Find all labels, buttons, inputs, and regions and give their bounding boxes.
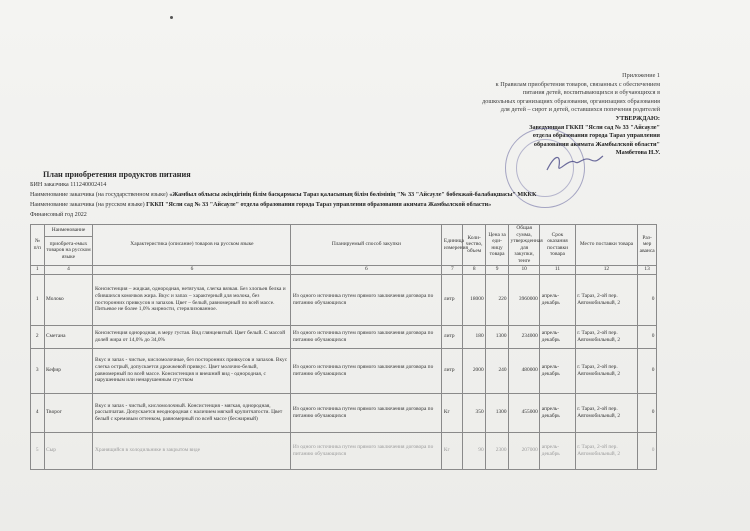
cell-unit: Кг [442,393,463,432]
cell-place: г. Тараз, 2-ой пер. Автомобильный, 2 [575,274,637,325]
column-number: 10 [509,265,540,274]
cell-qty: 180 [463,325,486,348]
table-row [31,348,657,393]
appendix-line: Приложение 1 [622,72,660,79]
column-number: 11 [540,265,575,274]
cell-qty: 90 [463,432,486,469]
cell-unit: литр [442,274,463,325]
customer-name-ru [30,202,491,208]
cell-sum: 455000 [509,393,540,432]
header-method: Планируемый способ закупки [291,225,442,266]
customer-name-kz-label: Наименование заказчика (на государственном языке) [30,192,170,198]
cell-place: г. Тараз, 2-ой пер. Автомобильный, 2 [575,393,637,432]
cell-advance: 0 [638,274,657,325]
cell-qty: 18000 [463,274,486,325]
approver-line: Заведующая ГККП "Ясли сад № 33 "Айсауле" [529,123,660,131]
cell-term: апрель-декабрь [540,432,575,469]
cell-desc: Вкус и запах - чистые, кисломолочные, без посторонних привкусов и запахов. Вкус слегка острый, допускается дрожжевой привкус. Цвет молочно-белый, равномерный по всей массе. Консистенция и внешний вид - однородная, с нарушенным или ненарушенным сгустком [93,348,291,393]
cell-advance: 0 [638,348,657,393]
cell-method: Из одного источника путем прямого заключения договора по питанию обучающихся [291,393,442,432]
cell-unit: Кг [442,432,463,469]
cell-name: Молоко [44,274,93,325]
cell-qty: 350 [463,393,486,432]
column-number: 9 [486,265,509,274]
appendix-line: для детей – сирот и детей, оставшихся попечения родителей [500,106,660,114]
column-number: 7 [442,265,463,274]
header-name-sub: приобрета-емых товаров на русском языке [44,236,93,265]
scan-speck [170,16,173,19]
cell-desc: Хранящийся в холодильнике в закрытом виде [93,432,291,469]
cell-name: Творог [44,393,93,432]
cell-term: апрель-декабрь [540,325,575,348]
cell-term: апрель-декабрь [540,274,575,325]
cell-advance: 0 [638,393,657,432]
cell-place: г. Тараз, 2-ой пер. Автомобильный, 2 [575,325,637,348]
cell-num: 2 [31,325,45,348]
header-place: Место поставки товара [575,225,637,266]
cell-advance: 0 [638,325,657,348]
cell-term: апрель-декабрь [540,348,575,393]
table-header-row [31,225,657,237]
document-title: План приобретения продуктов питания [43,170,191,179]
cell-price: 240 [486,348,509,393]
header-qty: Коли-чество, объем [463,225,486,266]
cell-method: Из одного источника путем прямого заключения договора по питанию обучающихся [291,274,442,325]
cell-unit: литр [442,325,463,348]
handwritten-signature [545,150,605,176]
customer-name-ru-label: Наименование заказчика (на русском языке) [30,202,147,208]
header-term: Срок оказания поставки товара [540,225,575,266]
table-row [31,274,657,325]
cell-sum: 480000 [509,348,540,393]
header-price: Цена за еди-ницу товара [486,225,509,266]
cell-num: 1 [31,274,45,325]
table-row [31,325,657,348]
customer-name-kz [30,192,536,198]
cell-unit: литр [442,348,463,393]
table-row [31,432,657,469]
cell-price: 2300 [486,432,509,469]
table-row [31,393,657,432]
cell-qty: 2000 [463,348,486,393]
cell-name: Сыр [44,432,93,469]
column-number: 12 [575,265,637,274]
column-number: 1 [31,265,45,274]
header-desc: Характеристика (описание) товаров на русском языке [93,225,291,266]
cell-method: Из одного источника путем прямого заключения договора по питанию обучающихся [291,432,442,469]
cell-desc: Консистенция – жидкая, однородная, нетягучая, слегка вязкая. Без хлопьев белка и сбившихся комочков жира. Вкус и запах – характерный для молока, без посторонних привкусов и запахов. Цвет – белый, равномерный по всей массе. Питьевое не более 1,0% жирности, стерилизованное. [93,274,291,325]
approve-label: УТВЕРЖДАЮ: [615,114,660,122]
cell-sum: 207000 [509,432,540,469]
cell-method: Из одного источника путем прямого заключения договора по питанию обучающихся [291,325,442,348]
header-advance: Раз-мер аванса [638,225,657,266]
cell-num: 3 [31,348,45,393]
column-number: 6 [291,265,442,274]
cell-price: 1300 [486,325,509,348]
header-unit: Единица измерения [442,225,463,266]
column-number: 8 [463,265,486,274]
header-name-top: Наименование [44,225,93,237]
appendix-line: питания детей, воспитывающихся и обучающихся в [522,89,660,97]
approver-name: Мамбетова Н.У. [615,149,660,157]
cell-num: 5 [31,432,45,469]
cell-place: г. Тараз, 2-ой пер. Автомобильный, 2 [575,348,637,393]
cell-num: 4 [31,393,45,432]
column-number-row [31,265,657,274]
cell-price: 220 [486,274,509,325]
cell-price: 1300 [486,393,509,432]
cell-name: Сметана [44,325,93,348]
appendix-line: дошкольных организациях образования, организациях образования [482,97,660,105]
column-number: 13 [638,265,657,274]
procurement-table [30,224,657,470]
cell-desc: Консистенция однородная, в меру густая. Вид глянцевитый. Цвет белый. С массой долей жира от 14,0% до 34,0% [93,325,291,348]
approver-line: отдела образования города Тараз управления [532,132,660,140]
customer-name-kz-value: «Жамбыл облысы әкімдігінің білім басқармасы Тараз қаласының білім бөлімінің "№ 33 "Айсәуле" бөбекжай-балабақшасы" МККК [169,192,537,198]
financial-year: Финансовый год 2022 [30,212,87,218]
customer-name-ru-value: ГККП "Ясли сад № 33 "Айсауле" отдела образования города Тараз управления образования акимата Жамбылской области» [146,202,492,208]
header-num: № п/п [31,225,45,266]
header-sum: Общая сумма, утвержденная для закупки, тенге [510,225,543,264]
cell-desc: Вкус и запах - чистый, кисломолочный. Консистенция - мягкая, однородная, рассыпчатая. Допускается неоднородная с наличием мягкой крупитчатости. Цвет белый с кремовым оттенком, равномерный по всей массе (бесжирный) [93,393,291,432]
appendix-line: к Правилам приобретения товаров, связанных с обеспечением [495,80,660,88]
column-number: 4 [44,265,93,274]
cell-term: апрель-декабрь [540,393,575,432]
approver-line: образования акимата Жамбылской области" [533,140,660,148]
cell-place: г. Тараз, 2-ой пер. Автомобильный, 2 [575,432,637,469]
cell-sum: 234000 [509,325,540,348]
cell-name: Кефир [44,348,93,393]
cell-method: Из одного источника путем прямого заключения договора по питанию обучающихся [291,348,442,393]
column-number: 6 [93,265,291,274]
cell-sum: 3960000 [509,274,540,325]
cell-advance: 0 [638,432,657,469]
customer-bin: БИН заказчика 111240002414 [30,182,107,188]
